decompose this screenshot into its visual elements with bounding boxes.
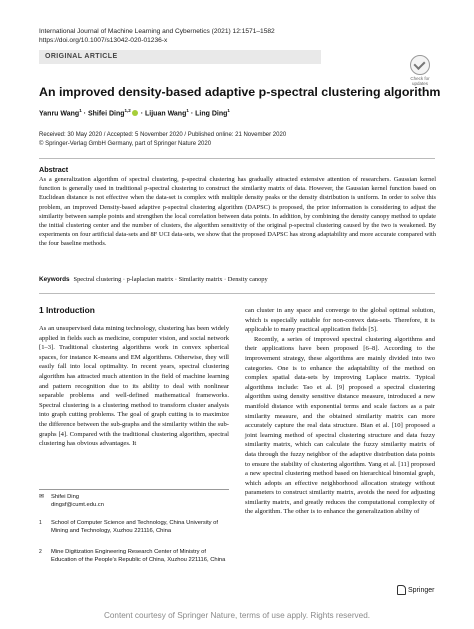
intro-paragraph: can cluster in any space and converge to the global optimal solution, which is especially suitable for non-convex data-sets. Therefore, it is applicable to many practical application fields [5].: [245, 307, 435, 334]
springer-horse-icon: [397, 585, 406, 595]
author-name[interactable]: Ling Ding: [195, 110, 228, 118]
affiliation-text: School of Computer Science and Technology, China University of Mining and Technology, Xuzhou 221116, China: [51, 520, 219, 534]
journal-header: [39, 27, 275, 45]
divider: [39, 293, 435, 294]
springer-logo: [397, 585, 434, 595]
journal-citation: International Journal of Machine Learning and Cybernetics (2021) 12:1571–1582: [39, 28, 275, 35]
intro-paragraph: Recently, a series of improved spectral clustering algorithms and their applications have been proposed [6–8]. According to the improvement strategy, these algorithms are mainly divided into two categories. One is to enhance the adaptability of the method on complex spatial data-sets by improving Laplace matrix. Typical algorithms include: Tao et al. [9] proposed a spectral clustering algorithm using density sensitive distance measure, introduced a new manifold distance with exponential terms and scale factors as a pair similarity measure, and the obtained similarity matrix can more accurately capture the real data structure. Bian et al. [10] proposed a joint learning method of spectral clustering structure and data fuzzy similarity matrix, which can calculate the fuzzy similarity matrix of data through the fuzzy neighbor of the adaptive distribution data points to ensure the stability of clustering algorithm. Yang et al. [11] proposed a new spectral clustering method based on hierarchical binomial graph, which adopts an effective neighborhood allocation strategy without parameters to construct similarity matrix, avoids the need for adjusting similarity matrix, and greatly reduces the computational complexity of the algorithm. The other is to enhance the generalization ability of: [245, 335, 435, 516]
publisher-name: Springer: [408, 586, 435, 594]
affiliation-mark: 1: [39, 520, 42, 526]
affiliation-mark: 2: [39, 549, 42, 555]
corresponding-author: [39, 494, 229, 512]
copyright-line: © Springer-Verlag GmbH Germany, part of Springer Nature 2020: [39, 141, 212, 147]
author-name[interactable]: Lijuan Wang: [145, 110, 187, 118]
intro-column-left: [39, 324, 229, 449]
affiliation-1: [39, 520, 229, 546]
envelope-icon: ✉: [39, 494, 45, 500]
publication-history: [39, 131, 286, 149]
corresponding-name: Shifei Ding: [51, 494, 80, 500]
keywords-label: Keywords: [39, 276, 70, 283]
author-affiliation-mark: 1: [186, 108, 189, 113]
divider: [39, 158, 435, 159]
abstract-heading: Abstract: [39, 165, 69, 174]
abstract-text: As a generalization algorithm of spectral clustering, p-spectral clustering has gradually attracted extensive attention of researchers. Gaussian kernel function is generally used in traditional p-spectral clustering to construct the similarity matrix of data. However, the Gaussian kernel function based on Euclidean distance is not effective when the data-set is complex with multiple density peaks or the density distribution is uniform. In order to solve this problem, an improved Density-based adaptive p-spectral clustering algorithm (DAPSC) is proposed, the prior information is considering to adjust the similarity between sample points and strengthen the local correlation between data points. In addition, by combining the density canopy method to update the initial clustering center and the number of clusters, the algorithm sensitivity of the original p-spectral clustering caused by the two is weakened. By experiments on four artificial data-sets and 8F UCI data-sets, we show that the proposed DAPSC has strong adaptability and more accurate compared with the four baseline methods.: [39, 176, 436, 248]
footnote-divider: [39, 489, 229, 490]
check-updates-icon: [410, 55, 430, 75]
corresponding-email[interactable]: dingsf@cumt.edu.cn: [51, 501, 104, 508]
intro-column-right: [245, 306, 435, 517]
author-affiliation-mark: 1: [227, 108, 230, 113]
orcid-icon[interactable]: [132, 110, 138, 116]
affiliation-text: Mine Digitization Engineering Research Center of Ministry of Education of the People’s Republic of China, Xuzhou 221116, China: [51, 549, 226, 563]
check-updates-label: Check for updates: [410, 76, 430, 86]
author-affiliation-mark: 1,2: [124, 108, 131, 113]
paper-title: An improved density-based adaptive p-spectral clustering algorithm: [39, 85, 441, 99]
author-list: Yanru Wang$^1$ · Shifei Ding$^{1,2}$ · Lijuan Wang$^1$ · Ling Ding$^1$: [39, 108, 230, 118]
affiliation-2: [39, 549, 229, 579]
article-type-banner: [39, 50, 321, 64]
check-for-updates-badge[interactable]: [404, 55, 436, 86]
author-affiliation-mark: 1: [79, 108, 82, 113]
author-name[interactable]: Shifei Ding: [87, 110, 125, 118]
section-heading: 1 Introduction: [39, 305, 95, 315]
article-type-label: ORIGINAL ARTICLE: [45, 53, 118, 60]
intro-paragraph: As an unsupervised data mining technology, clustering has been widely applied in fields such as medicine, computer vision, and social network [1–3]. Traditional clustering algorithms work in convex spherical spaces, for instance K-means and EM algorithms. Otherwise, they will easily fall into local optimality. In recent years, spectral clustering algorithm has attracted much attention in the field of machine learning and pattern recognition due to its ability to deal with nonlinear separable problems and well-defined mathematical frameworks. Spectral clustering is a clustering method to transform cluster analysis into graph cutting problems. The goal of graph cutting is to maximize the difference between the sub-graphs and the similarity within the sub-graphs [4]. Compared with the traditional clustering algorithm, spectral clustering has obvious advantages. It: [39, 325, 229, 448]
doi-link[interactable]: https://doi.org/10.1007/s13042-020-01236-x: [39, 37, 168, 44]
dates-line: Received: 30 May 2020 / Accepted: 5 November 2020 / Published online: 21 November 2020: [39, 132, 287, 138]
courtesy-notice: Content courtesy of Springer Nature, terms of use apply. Rights reserved.: [103, 611, 371, 620]
keywords: [39, 275, 436, 284]
keywords-list: Spectral clustering · p-laplacian matrix · Similarity matrix · Density canopy: [73, 276, 268, 283]
author-name[interactable]: Yanru Wang: [39, 110, 80, 118]
